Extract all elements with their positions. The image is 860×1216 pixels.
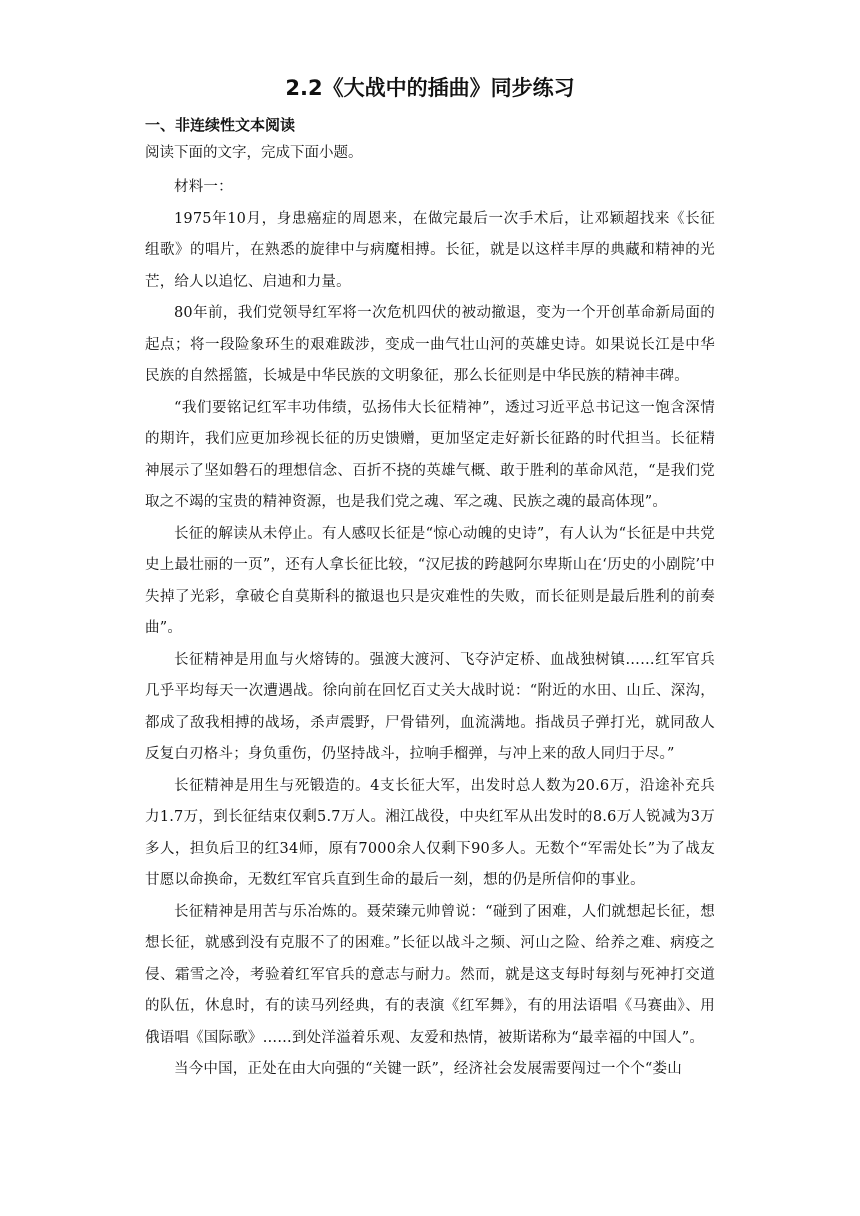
passage-paragraph: 长征精神是用血与火熔铸的。强渡大渡河、飞夺泸定桥、血战独树镇……红军官兵几乎平均每天一次遭遇战。徐向前在回忆百丈关大战时说：“附近的水田、山丘、深沟，都成了敌我相搏的战场，杀声震野，尸骨错列，血流满地。指战员子弹打光，就同敌人反复白刃格斗；身负重伤，仍坚持战斗，拉响手榴弹，与冲上来的敌人同归于尽。” xyxy=(145,651,715,762)
passage-paragraph: 长征精神是用生与死锻造的。4支长征大军，出发时总人数为20.6万，沿途补充兵力1.7万，到长征结束仅剩5.7万人。湘江战役，中央红军从出发时的8.6万人锐减为3万多人，担负后卫的红34师，原有7000余人仅剩下90多人。无数个“军需处长”为了战友甘愿以命换命，无数红军官兵直到生命的最后一刻，想的仍是所信仰的事业。 xyxy=(145,777,715,888)
passage-paragraph: 1975年10月，身患癌症的周恩来，在做完最后一次手术后，让邓颖超找来《长征组歌》的唱片，在熟悉的旋律中与病魔相搏。长征，就是以这样丰厚的典藏和精神的光芒，给人以追忆、启迪和力量。 xyxy=(145,210,715,290)
material-label: 材料一： xyxy=(174,179,233,195)
passage-paragraph: 当今中国，正处在由大向强的“关键一跃”，经济社会发展需要闯过一个个“娄山 xyxy=(174,1061,682,1077)
section-heading: 一、非连续性文本阅读 xyxy=(145,116,296,134)
reading-passage xyxy=(145,172,715,1086)
document-title: 2.2《大战中的插曲》同步练习 xyxy=(285,76,575,100)
passage-paragraph: “我们要铭记红军丰功伟绩，弘扬伟大长征精神”，透过习近平总书记这一饱含深情的期许，我们应更加珍视长征的历史馈赠，更加坚定走好新长征路的时代担当。长征精神展示了坚如磐石的理想信念、百折不挠的英雄气概、敢于胜利的革命风范，“是我们党取之不竭的宝贵的精神资源，也是我们党之魂、军之魂、民族之魂的最高体现”。 xyxy=(145,399,715,510)
passage-paragraph: 长征精神是用苦与乐冶炼的。聂荣臻元帅曾说：“碰到了困难，人们就想起长征，想想长征，就感到没有克服不了的困难。”长征以战斗之频、河山之险、给养之难、病疫之侵、霜雪之冷，考验着红军官兵的意志与耐力。然而，就是这支每时每刻与死神打交道的队伍，休息时，有的读马列经典，有的表演《红军舞》，有的用法语唱《马赛曲》、用俄语唱《国际歌》……到处洋溢着乐观、友爱和热情，被斯诺称为“最幸福的中国人”。 xyxy=(145,903,715,1046)
reading-instruction: 阅读下面的文字，完成下面小题。 xyxy=(145,145,363,161)
passage-paragraph: 80年前，我们党领导红军将一次危机四伏的被动撤退，变为一个开创革命新局面的起点；将一段险象环生的艰难跋涉，变成一曲气壮山河的英雄史诗。如果说长江是中华民族的自然摇篮，长城是中华民族的文明象征，那么长征则是中华民族的精神丰碑。 xyxy=(145,305,715,384)
passage-paragraph: 长征的解读从未停止。有人感叹长征是“惊心动魄的史诗”，有人认为“长征是中共党史上最壮丽的一页”，还有人拿长征比较，“汉尼拔的跨越阿尔卑斯山在‘历史的小剧院’中失掉了光彩，拿破仑自莫斯科的撤退也只是灾难性的失败，而长征则是最后胜利的前奏曲”。 xyxy=(145,525,715,636)
